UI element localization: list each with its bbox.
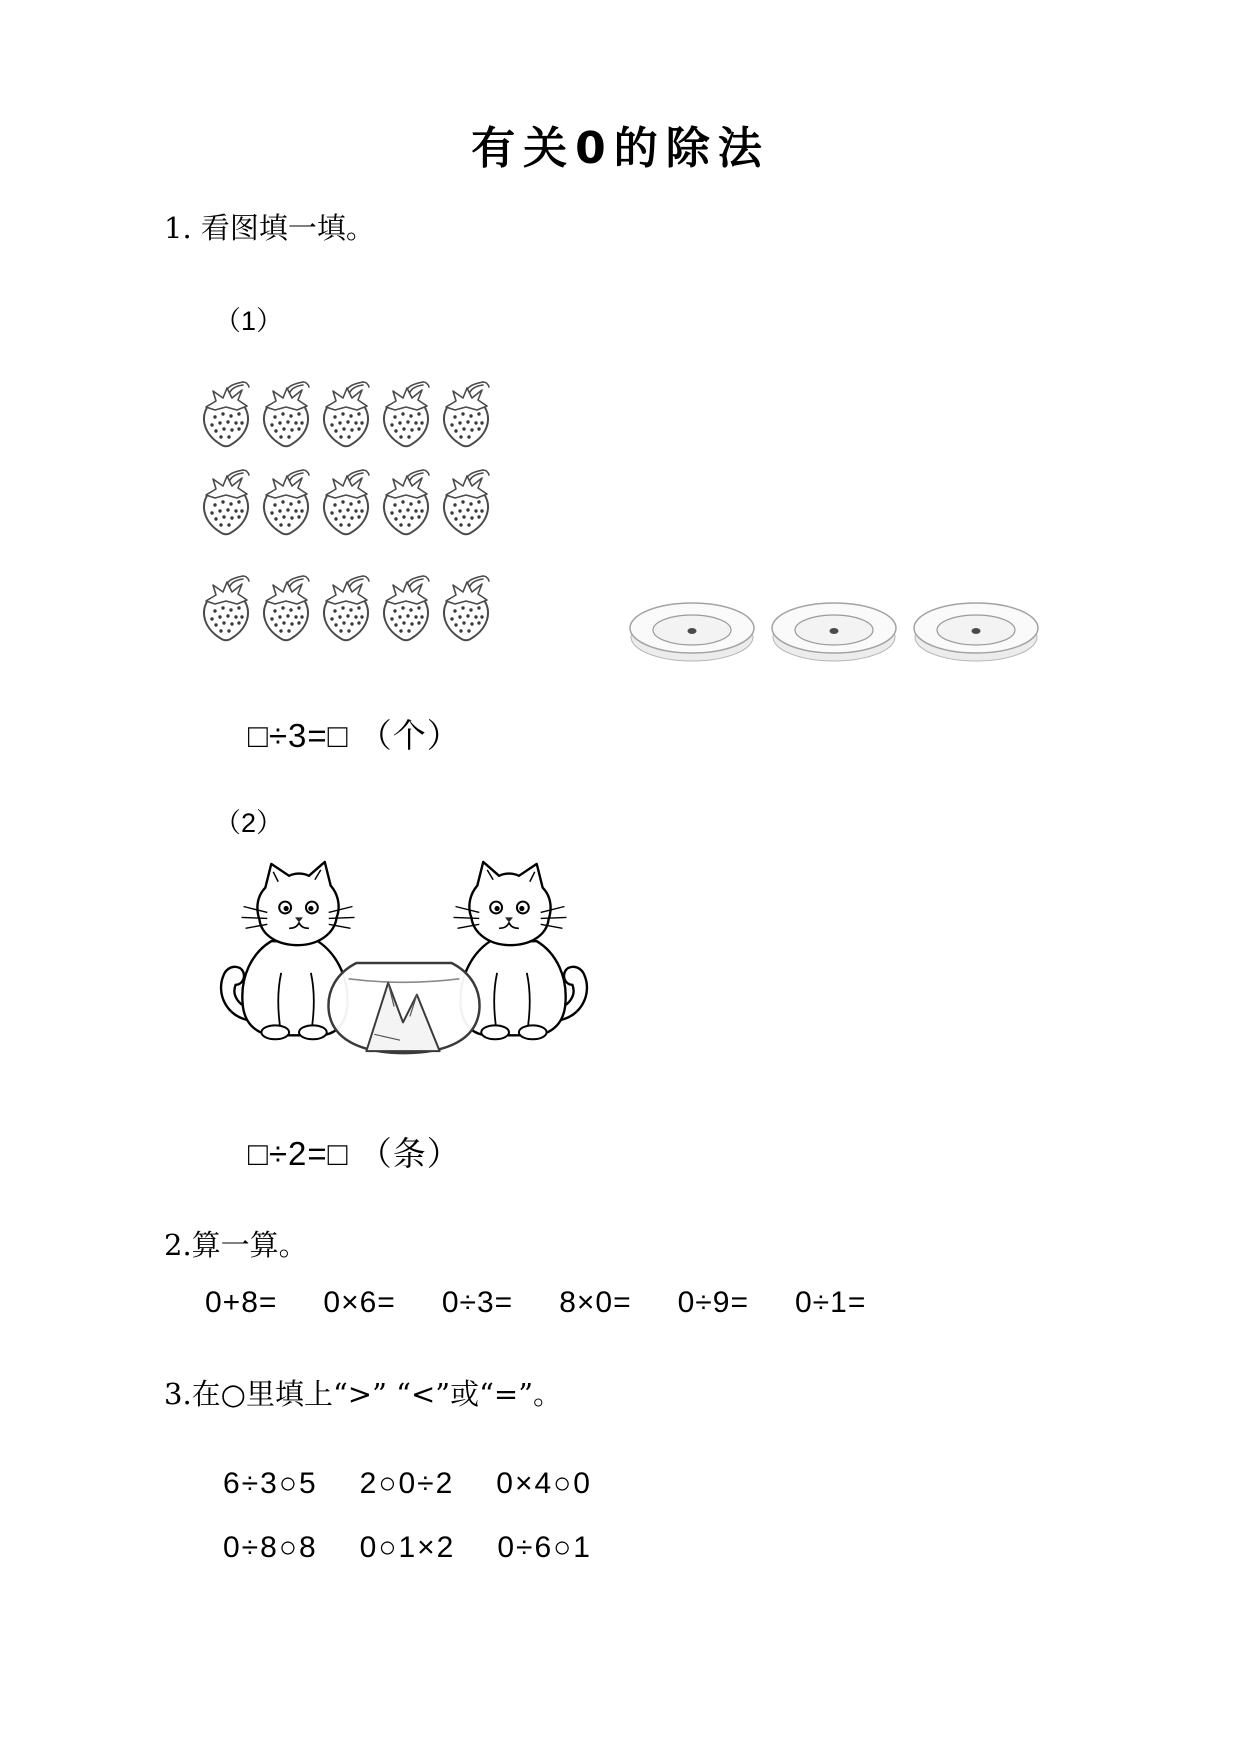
calculation-row [205,1286,1241,1320]
comparison-expression[interactable]: 0○1×2 [359,1531,456,1564]
item-2-label: （2） [214,808,284,838]
calc-expression[interactable]: 0÷1= [794,1286,867,1319]
comparison-expression[interactable]: 0÷6○1 [497,1531,592,1564]
strawberry-icon [378,574,434,644]
item-1-label: （1） [214,306,284,336]
strawberry-icon [198,468,254,538]
cats-and-fishbowl-figure [215,856,593,1064]
calc-expression[interactable]: 8×0= [559,1286,632,1319]
strawberry-icon [438,468,494,538]
strawberry-icon [318,574,374,644]
plates-row [628,600,1040,664]
strawberry-row [198,380,508,450]
strawberry-grid [198,380,508,644]
comparison-expression[interactable]: 6÷3○5 [223,1467,318,1500]
comparison-row-2 [223,1531,1241,1565]
calc-expression[interactable]: 0×6= [323,1286,396,1319]
strawberry-icon [198,574,254,644]
strawberry-icon [438,380,494,450]
page-title: 有关0的除法 [471,123,770,174]
comparison-expression[interactable]: 0÷8○8 [223,1531,318,1564]
plate-icon [628,600,756,664]
comparison-expression[interactable]: 0×4○0 [496,1467,592,1500]
strawberry-icon [318,468,374,538]
question-2-header: 2.算一算。 [164,1228,308,1262]
fill-in-equation-2[interactable]: □÷2=□ （条） [248,1135,461,1172]
calc-expression[interactable]: 0÷3= [441,1286,514,1319]
comparison-expression[interactable]: 2○0÷2 [359,1467,455,1500]
strawberry-icon [258,574,314,644]
strawberry-icon [198,380,254,450]
plate-icon [912,600,1040,664]
strawberry-icon [378,468,434,538]
strawberry-icon [258,380,314,450]
strawberry-icon [258,468,314,538]
strawberry-icon [318,380,374,450]
strawberry-icon [438,574,494,644]
question-3-header: 3.在○里填上“>” “<”或“=”。 [164,1377,563,1411]
strawberries-and-plates-figure [0,380,1241,656]
calc-expression[interactable]: 0+8= [205,1286,278,1319]
plate-icon [770,600,898,664]
fishbowl-icon [328,963,479,1053]
strawberry-icon [378,380,434,450]
two-cats-empty-fishbowl-image [215,856,593,1064]
calc-expression[interactable]: 0÷9= [677,1286,749,1319]
comparison-row-1 [223,1467,1241,1501]
strawberry-row [198,468,508,538]
question-1-header: 1. 看图填一填。 [164,211,375,245]
fill-in-equation-1[interactable]: □÷3=□ （个） [248,717,461,754]
strawberry-row [198,574,508,644]
